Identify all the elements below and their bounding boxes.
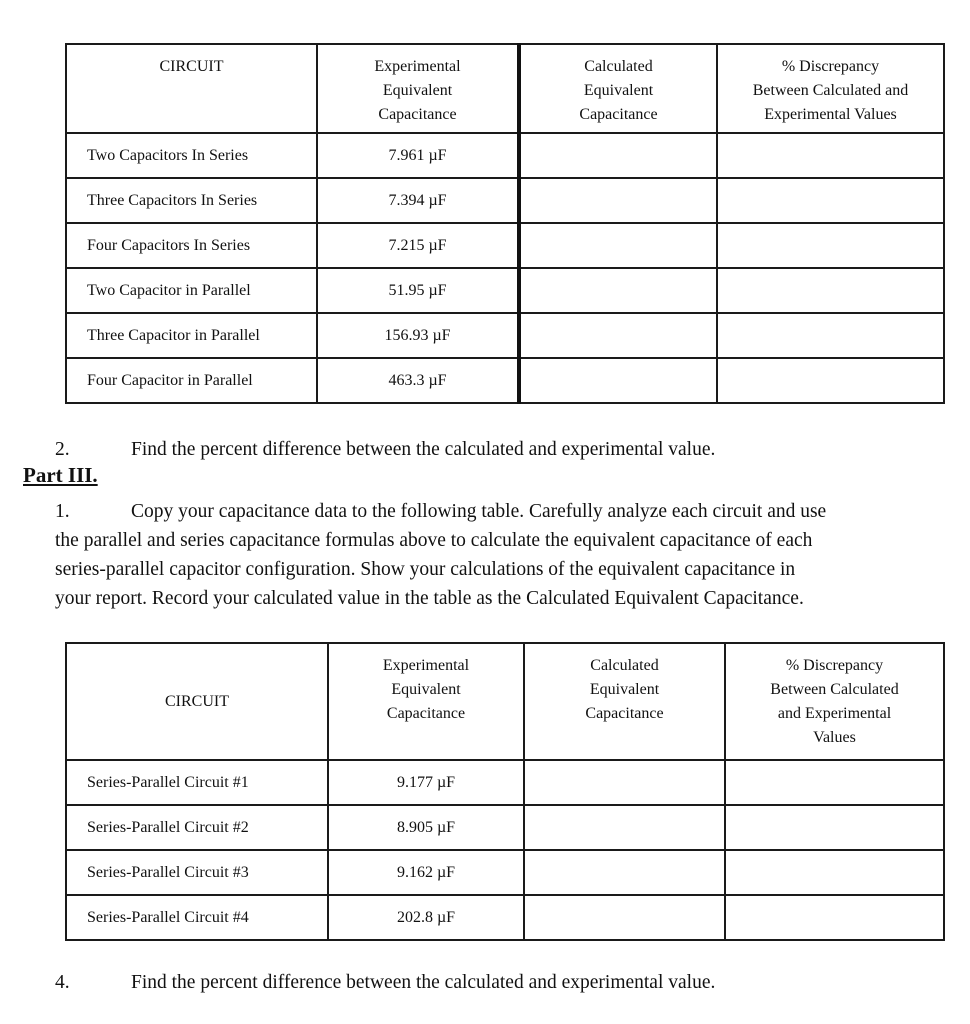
calculated-value-cell[interactable] xyxy=(519,268,717,313)
table-row xyxy=(66,268,944,313)
table-row xyxy=(66,895,944,940)
circuit-name: Two Capacitor in Parallel xyxy=(66,268,317,313)
header-discrepancy: % Discrepancy Between Calculated and Experimental Values xyxy=(717,44,944,133)
discrepancy-value-cell[interactable] xyxy=(717,313,944,358)
step-1-instruction-line-3: series-parallel capacitor configuration. Show your calculations of the equivalent capacitance in xyxy=(55,559,796,580)
discrepancy-value-cell[interactable] xyxy=(717,223,944,268)
step-1-instruction-line-2: the parallel and series capacitance formulas above to calculate the equivalent capacitance of each xyxy=(55,530,813,551)
table-header-row xyxy=(66,643,944,760)
step-number: 2. xyxy=(55,439,70,460)
table-row xyxy=(66,760,944,805)
step-text: Find the percent difference between the calculated and experimental value. xyxy=(131,439,716,460)
table-row xyxy=(66,805,944,850)
series-parallel-basic-table xyxy=(65,43,945,404)
experimental-value: 156.93 µF xyxy=(317,313,519,358)
circuit-name: Two Capacitors In Series xyxy=(66,133,317,178)
calculated-value-cell[interactable] xyxy=(519,223,717,268)
discrepancy-value-cell[interactable] xyxy=(725,805,944,850)
table-row xyxy=(66,850,944,895)
circuit-name: Series-Parallel Circuit #4 xyxy=(66,895,328,940)
discrepancy-value-cell[interactable] xyxy=(725,895,944,940)
circuit-name: Four Capacitor in Parallel xyxy=(66,358,317,403)
header-calculated: Calculated Equivalent Capacitance xyxy=(524,643,725,760)
experimental-value: 7.394 µF xyxy=(317,178,519,223)
step-2-instruction xyxy=(55,435,715,464)
discrepancy-value-cell[interactable] xyxy=(717,133,944,178)
table-row xyxy=(66,313,944,358)
discrepancy-value-cell[interactable] xyxy=(725,760,944,805)
circuit-name: Series-Parallel Circuit #3 xyxy=(66,850,328,895)
circuit-name: Series-Parallel Circuit #1 xyxy=(66,760,328,805)
experimental-value: 9.162 µF xyxy=(328,850,524,895)
experimental-value: 8.905 µF xyxy=(328,805,524,850)
calculated-value-cell[interactable] xyxy=(524,850,725,895)
discrepancy-value-cell[interactable] xyxy=(717,358,944,403)
table-row xyxy=(66,223,944,268)
step-4-instruction xyxy=(55,968,715,997)
header-experimental: Experimental Equivalent Capacitance xyxy=(317,44,519,133)
discrepancy-value-cell[interactable] xyxy=(717,268,944,313)
circuit-name: Three Capacitor in Parallel xyxy=(66,313,317,358)
table-row xyxy=(66,133,944,178)
experimental-value: 463.3 µF xyxy=(317,358,519,403)
table-row xyxy=(66,358,944,403)
calculated-value-cell[interactable] xyxy=(524,805,725,850)
calculated-value-cell[interactable] xyxy=(524,760,725,805)
step-number: 1. xyxy=(55,501,70,522)
paragraph-line: Copy your capacitance data to the following table. Carefully analyze each circuit and use xyxy=(131,501,827,522)
experimental-value: 202.8 µF xyxy=(328,895,524,940)
experimental-value: 51.95 µF xyxy=(317,268,519,313)
header-circuit: CIRCUIT xyxy=(66,44,317,133)
step-text: Find the percent difference between the calculated and experimental value. xyxy=(131,972,716,993)
experimental-value: 9.177 µF xyxy=(328,760,524,805)
header-experimental: Experimental Equivalent Capacitance xyxy=(328,643,524,760)
calculated-value-cell[interactable] xyxy=(519,178,717,223)
header-circuit: CIRCUIT xyxy=(66,643,328,760)
discrepancy-value-cell[interactable] xyxy=(717,178,944,223)
step-1-instruction-line-1 xyxy=(55,497,826,526)
calculated-value-cell[interactable] xyxy=(519,358,717,403)
step-1-instruction-line-4: your report. Record your calculated value in the table as the Calculated Equivalent Capacitance. xyxy=(55,588,804,609)
section-heading-part-3: Part III. xyxy=(23,463,98,487)
experimental-value: 7.215 µF xyxy=(317,223,519,268)
table-header-row xyxy=(66,44,944,133)
circuit-name: Three Capacitors In Series xyxy=(66,178,317,223)
header-discrepancy: % Discrepancy Between Calculated and Experimental Values xyxy=(725,643,944,760)
step-number: 4. xyxy=(55,972,70,993)
calculated-value-cell[interactable] xyxy=(524,895,725,940)
experimental-value: 7.961 µF xyxy=(317,133,519,178)
calculated-value-cell[interactable] xyxy=(519,313,717,358)
calculated-value-cell[interactable] xyxy=(519,133,717,178)
series-parallel-circuit-table xyxy=(65,642,945,941)
table-row xyxy=(66,178,944,223)
discrepancy-value-cell[interactable] xyxy=(725,850,944,895)
circuit-name: Four Capacitors In Series xyxy=(66,223,317,268)
circuit-name: Series-Parallel Circuit #2 xyxy=(66,805,328,850)
header-calculated: Calculated Equivalent Capacitance xyxy=(519,44,717,133)
